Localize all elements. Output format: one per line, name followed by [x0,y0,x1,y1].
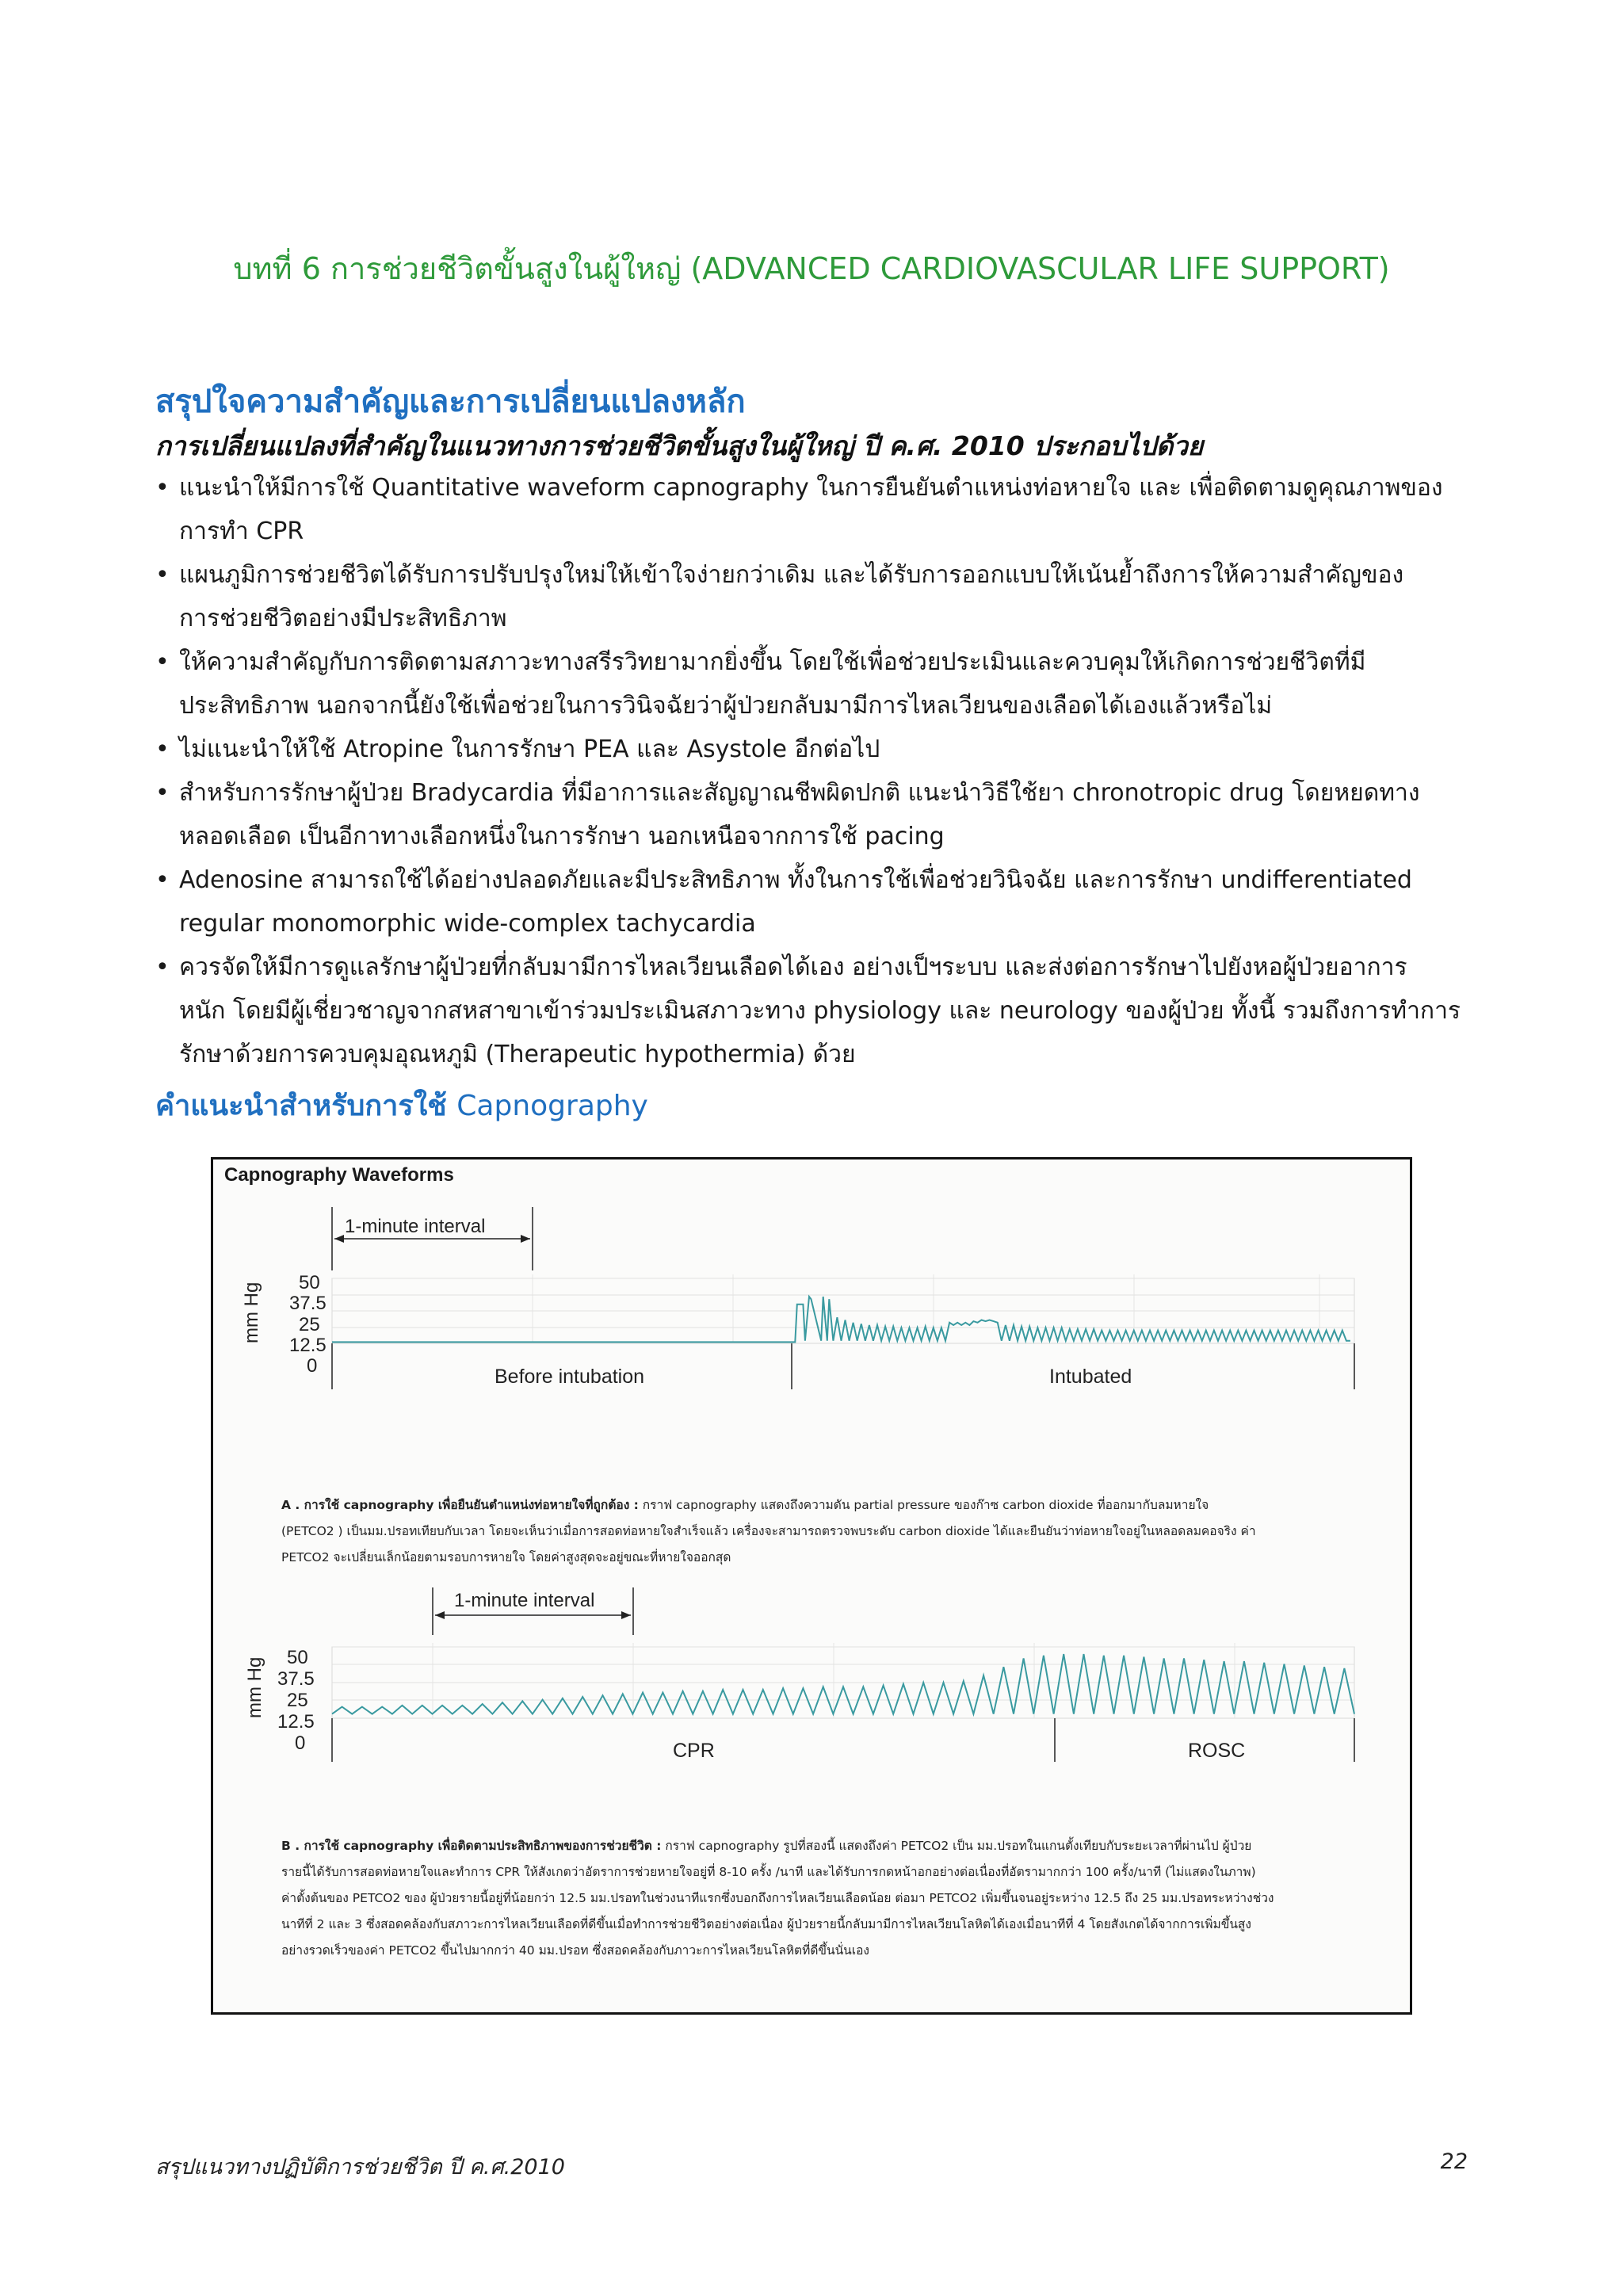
chart-b-ytick: 25 [287,1690,308,1711]
bullet-line: ประสิทธิภาพ นอกจากนี้ยังใช้เพื่อช่วยในการวินิจฉัยว่าผู้ป่วยกลับมามีการไหลเวียนของเลือดได้เองแล้วหรือไม่ [179,692,1273,720]
caption-b-line: อย่างรวดเร็วของค่า PETCO2 ขึ้นไปมากกว่า 40 มม.ปรอท ซึ่งสอดคล้องกับภาวะการไหลเวียนโลหิตที่ดีขึ้นนั่นเอง [281,1943,869,1958]
chart-b [244,1587,1354,1762]
capnography-figure [211,1157,1412,2015]
bullet-item [155,858,1503,946]
bullet-item [155,771,1503,858]
figure-caption-a [281,1492,1391,1571]
footer-document-title: สรุปแนวทางปฏิบัติการช่วยชีวิต ปี ค.ศ.2010 [155,2155,565,2179]
bullet-item [155,640,1503,728]
chart-b-phase-label-rosc: ROSC [1188,1740,1246,1762]
caption-a-text: กราฟ capnography แสดงถึงความดัน partial pressure ของก๊าซ carbon dioxide ที่ออกมากับลมหายใจ [638,1498,1209,1512]
bullet-item [155,466,1503,553]
chart-b-ytick: 50 [287,1647,308,1668]
chart-a-ytick: 37.5 [289,1293,327,1314]
chart-b-arrowhead-left [435,1611,445,1619]
caption-a-line [281,1492,1391,1519]
caption-b-line [281,1833,1391,1859]
bullet-item [155,728,1503,771]
bullet-line: รักษาด้วยการควบคุมอุณหภูมิ (Therapeutic hypothermia) ด้วย [179,1041,856,1068]
bullet-line: • สำหรับการรักษาผู้ป่วย Bradycardia ที่มีอาการและสัญญาณชีพผิดปกติ แนะนำวิธีใช้ยา chronotropic drug โดยหยดทาง [179,779,1420,807]
chart-a-interval-label: 1-minute interval [345,1216,486,1237]
chart-b-ytick: 0 [295,1733,306,1754]
bullet-line: การทำ CPR [179,518,304,545]
caption-a-line: (PETCO2 ) เป็นมม.ปรอทเทียบกับเวลา โดยจะเห็นว่าเมื่อการสอดท่อหายใจสำเร็จแล้ว เครื่องจะสามารถตรวจพบระดับ carbon dioxide ได้และยืนยันว่าท่อหายใจอยู่ในหลอดลมคอจริง ค่า [281,1524,1256,1538]
bullet-line: • ควรจัดให้มีการดูแลรักษาผู้ป่วยที่กลับมามีการไหลเวียนเลือดได้เอง อย่างเป็ฯระบบ และส่งต่อการรักษาไปยังหอผู้ป่วยอาการ [179,953,1407,981]
chart-a-ylabel: mm Hg [241,1282,262,1343]
caption-b-line: ค่าตั้งต้นของ PETCO2 ของ ผู้ป่วยรายนี้อยู่ที่น้อยกว่า 12.5 มม.ปรอทในช่วงนาทีแรกซึ่งบอกถึงการไหลเวียนเลือดน้อย ต่อมา PETCO2 เพิ่มขึ้นจนอยู่ระหว่าง 12.5 ถึง 25 มม.ปรอทระหว่างช่วง [281,1891,1274,1905]
chart-a-phase-label-intubated: Intubated [1049,1366,1132,1388]
bullet-line: หลอดเลือด เป็นอีกาทางเลือกหนึ่งในการรักษา นอกเหนือจากการใช้ pacing [179,823,945,850]
chart-b-interval-label: 1-minute interval [454,1590,595,1611]
chart-a-arrowhead-left [334,1235,344,1243]
bullet-line: • แนะนำให้มีการใช้ Quantitative waveform capnography ในการยืนยันตำแหน่งท่อหายใจ และ เพื่อติดตามดูคุณภาพของ [179,474,1443,502]
bullet-line: การช่วยชีวิตอย่างมีประสิทธิภาพ [179,605,507,632]
chart-a-ytick: 50 [299,1272,320,1293]
chart-a-phase-label-before: Before intubation [495,1366,645,1388]
caption-b-line: นาทีที่ 2 และ 3 ซึ่งสอดคล้องกับสภาวะการไหลเวียนเลือดที่ดีขึ้นเมื่อทำการช่วยชีวิตอย่างต่อเนื่อง ผู้ป่วยรายนี้กลับมามีการไหลเวียนโลหิตได้เองเมื่อนาทีที่ 4 โดยสังเกตได้จากการเพิ่มขึ้นสูง [281,1917,1251,1931]
caption-b-label: B . การใช้ capnography เพื่อติดตามประสิทธิภาพของการช่วยชีวิต : [281,1839,662,1853]
bullet-line: • แผนภูมิการช่วยชีวิตได้รับการปรับปรุงใหม่ให้เข้าใจง่ายกว่าเดิม และได้รับการออกแบบให้เน้นย้ำถึงการให้ความสำคัญของ [179,561,1404,589]
caption-a-line: PETCO2 จะเปลี่ยนเล็กน้อยตามรอบการหายใจ โดยค่าสูงสุดจะอยู่ขณะที่หายใจออกสุด [281,1550,731,1564]
caption-a-label: A . การใช้ capnography เพื่อยืนยันตำแหน่งท่อหายใจที่ถูกต้อง : [281,1498,639,1512]
caption-b-text: กราฟ capnography รูปที่สองนี้ แสดงถึงค่า PETCO2 เป็น มม.ปรอทในแกนตั้งเทียบกับระยะเวลาที่ผ่านไป ผู้ป่วย [661,1839,1252,1853]
chart-b-arrowhead-right [621,1611,631,1619]
section-heading: สรุปใจความสำคัญและการเปลี่ยนแปลงหลัก [155,384,746,420]
chart-a-ytick: 0 [307,1355,318,1377]
subheading: การเปลี่ยนแปลงที่สำคัญในแนวทางการช่วยชีวิตขั้นสูงในผู้ใหญ่ ปี ค.ศ. 2010 ประกอบไปด้วย [155,430,1204,461]
page-number: 22 [1440,2149,1468,2174]
chapter-title: บทที่ 6 การช่วยชีวิตขั้นสูงในผู้ใหญ่ (ADVANCED CARDIOVASCULAR LIFE SUPPORT) [233,251,1390,286]
chart-a [241,1207,1354,1389]
chart-a-waveform-line [332,1297,1350,1342]
chart-a-ytick: 12.5 [289,1335,327,1356]
capnography-heading [155,1083,648,1128]
bullet-line: • ไม่แนะนำให้ใช้ Atropine ในการรักษา PEA และ Asystole อีกต่อไป [179,735,880,763]
capnography-heading-english: Capnography [456,1090,648,1122]
chart-b-waveform-line [332,1654,1354,1714]
caption-b-line: รายนี้ได้รับการสอดท่อหายใจและทำการ CPR ให้สังเกตว่าอัตราการช่วยหายใจอยู่ที่ 8-10 ครั้ง /นาที และได้รับการกดหน้าอกอย่างต่อเนื่องที่อัตรามากกว่า 100 ครั้ง/นาที (ไม่แสดงในภาพ) [281,1865,1256,1879]
figure-caption-b [281,1833,1391,1964]
chart-b-ylabel: mm Hg [244,1656,265,1718]
bullet-line: regular monomorphic wide-complex tachycardia [179,910,756,938]
chart-a-arrowhead-right [521,1235,530,1243]
chart-b-phase-label-cpr: CPR [673,1740,715,1762]
chart-b-ytick: 37.5 [277,1668,315,1690]
bullet-list [155,466,1503,1076]
bullet-item [155,946,1503,1076]
bullet-line: หนัก โดยมีผู้เชี่ยวชาญจากสหสาขาเข้าร่วมประเมินสภาวะทาง physiology และ neurology ของผู้ป่วย ทั้งนี้ รวมถึงการทำการ [179,997,1461,1025]
figure-title: Capnography Waveforms [224,1164,454,1186]
chart-b-ytick: 12.5 [277,1711,315,1733]
capnography-heading-thai: คำแนะนำสำหรับการใช้ [155,1090,457,1122]
chart-a-ytick: 25 [299,1314,320,1335]
bullet-item [155,553,1503,640]
bullet-line: • ให้ความสำคัญกับการติดตามสภาวะทางสรีรวิทยามากยิ่งขึ้น โดยใช้เพื่อช่วยประเมินและควบคุมให้เกิดการช่วยชีวิตที่มี [179,648,1366,676]
bullet-line: • Adenosine สามารถใช้ได้อย่างปลอดภัยและมีประสิทธิภาพ ทั้งในการใช้เพื่อช่วยวินิจฉัย และการรักษา undifferentiated [179,866,1412,894]
